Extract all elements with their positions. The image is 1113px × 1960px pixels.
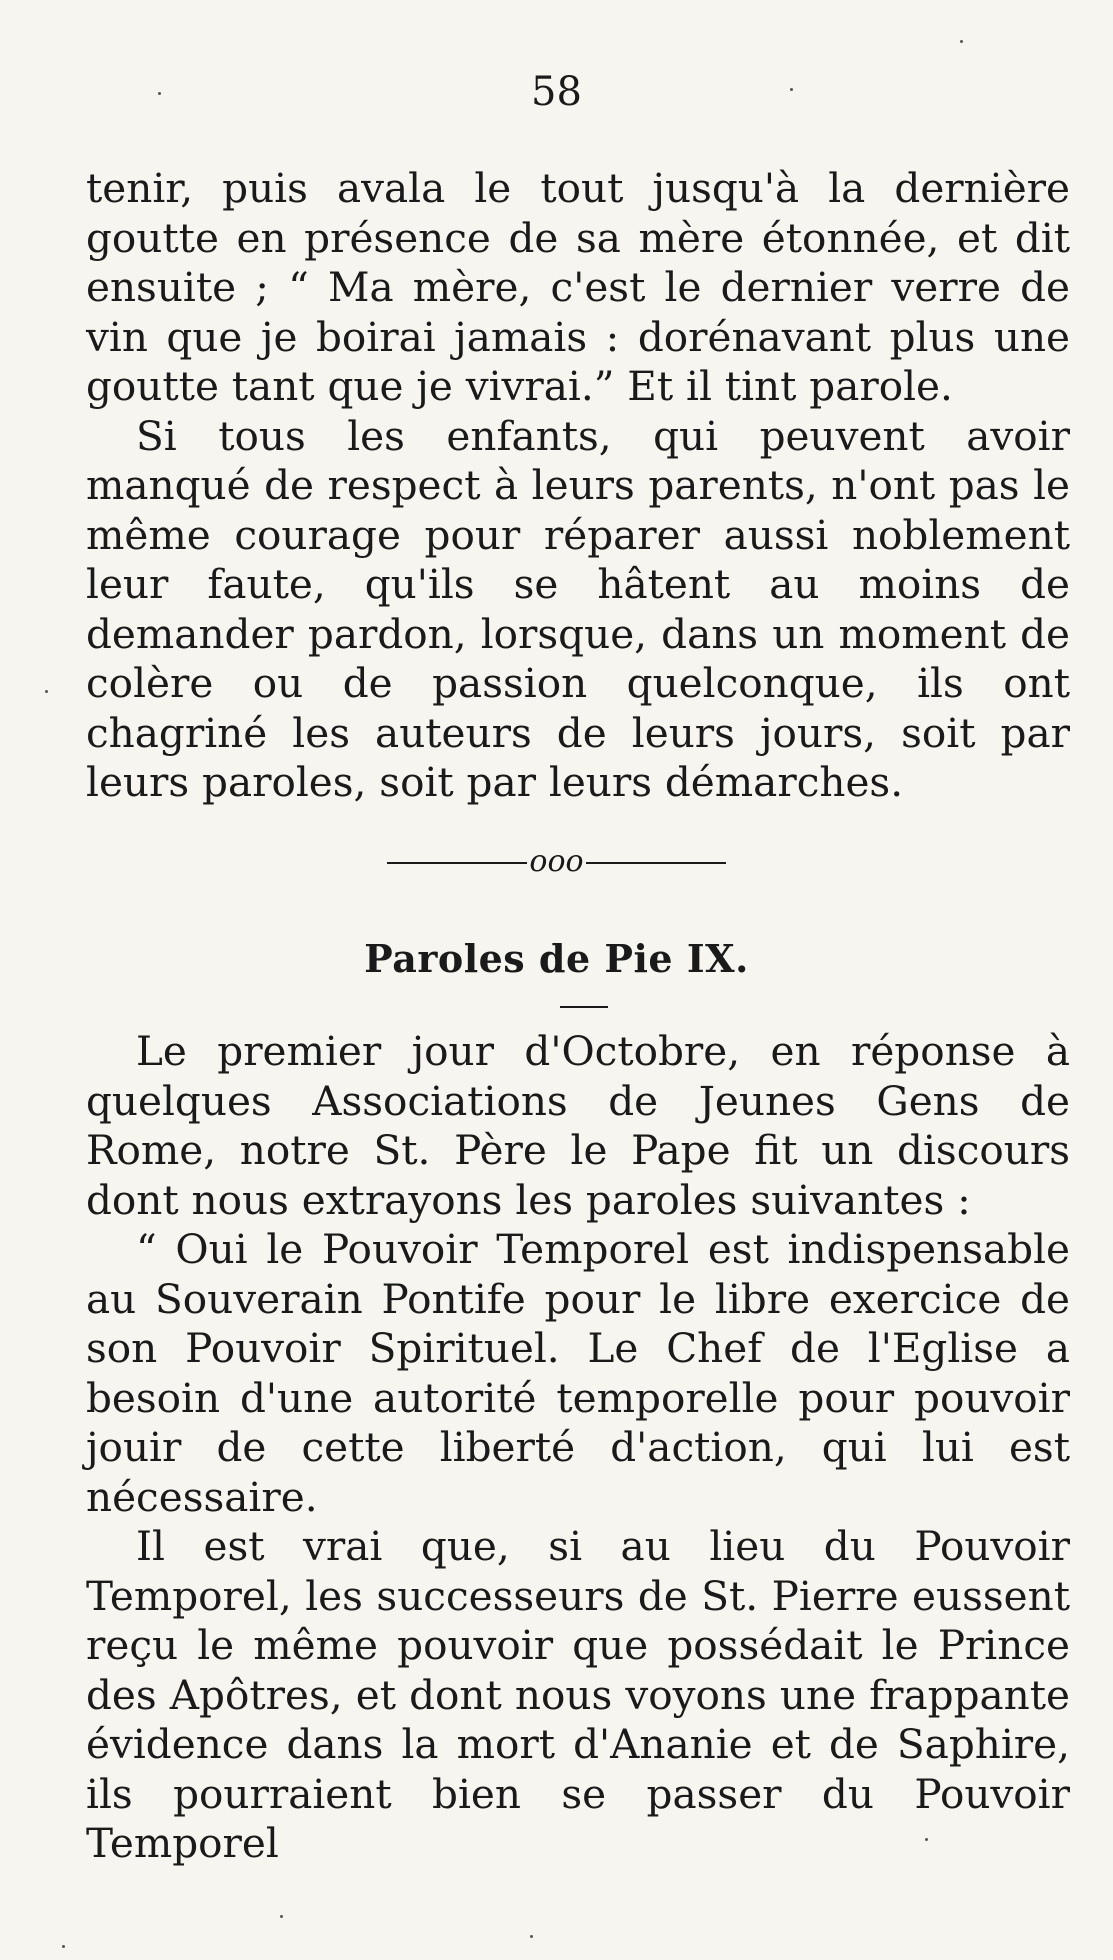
scan-speck: [790, 88, 793, 91]
divider-ornament: ooo: [529, 844, 584, 879]
section-paragraph-intro: Le premier jour d'Octobre, en réponse à quelques Associations de Jeunes Gens de Rome, notre St. Père le Pape fit un discours dont nous extrayons les paroles suivantes :: [86, 1027, 1070, 1224]
scan-speck: [62, 1945, 65, 1948]
divider-rule-left: [387, 862, 527, 864]
section-paragraph-quote: “ Oui le Pouvoir Temporel est indispensable au Souverain Pontife pour le libre exercice de son Pouvoir Spirituel. Le Chef de l'Eglise a besoin d'une autorité temporelle pour pouvoir jouir de cette liberté d'action, qui lui est nécessaire.: [86, 1225, 1070, 1521]
scan-speck: [960, 40, 963, 43]
scan-speck: [530, 1935, 533, 1938]
page-number: 58: [531, 69, 582, 115]
divider-rule-right: [586, 862, 726, 864]
scan-speck: [925, 1838, 928, 1841]
heading-underline: [560, 1006, 608, 1008]
body-text-block: [86, 164, 1070, 808]
body-paragraph-continued: tenir, puis avala le tout jusqu'à la dernière goutte en présence de sa mère étonnée, et dit ensuite ; “ Ma mère, c'est le dernier verre de vin que je boirai jamais : dorénavant plus une goutte tant que je vivrai.” Et il tint parole.: [86, 164, 1070, 410]
section-heading: Paroles de Pie IX.: [364, 936, 749, 981]
section-divider: [0, 842, 1113, 882]
section-text-block: [86, 1027, 1070, 1869]
body-paragraph: Si tous les enfants, qui peuvent avoir manqué de respect à leurs parents, n'ont pas le même courage pour réparer aussi noblement leur faute, qu'ils se hâtent au moins de demander pardon, lorsque, dans un moment de colère ou de passion quelconque, ils ont chagriné les auteurs de leurs jours, soit par leurs paroles, soit par leurs démarches.: [86, 411, 1070, 806]
section-paragraph: Il est vrai que, si au lieu du Pouvoir Temporel, les successeurs de St. Pierre eussent reçu le même pouvoir que possédait le Prince des Apôtres, et dont nous voyons une frappante évidence dans la mort d'Ananie et de Saphire, ils pourraient bien se passer du Pouvoir Temporel: [86, 1522, 1070, 1867]
scan-speck: [158, 92, 161, 95]
scan-speck: [280, 1915, 283, 1918]
scan-speck: [45, 690, 48, 693]
